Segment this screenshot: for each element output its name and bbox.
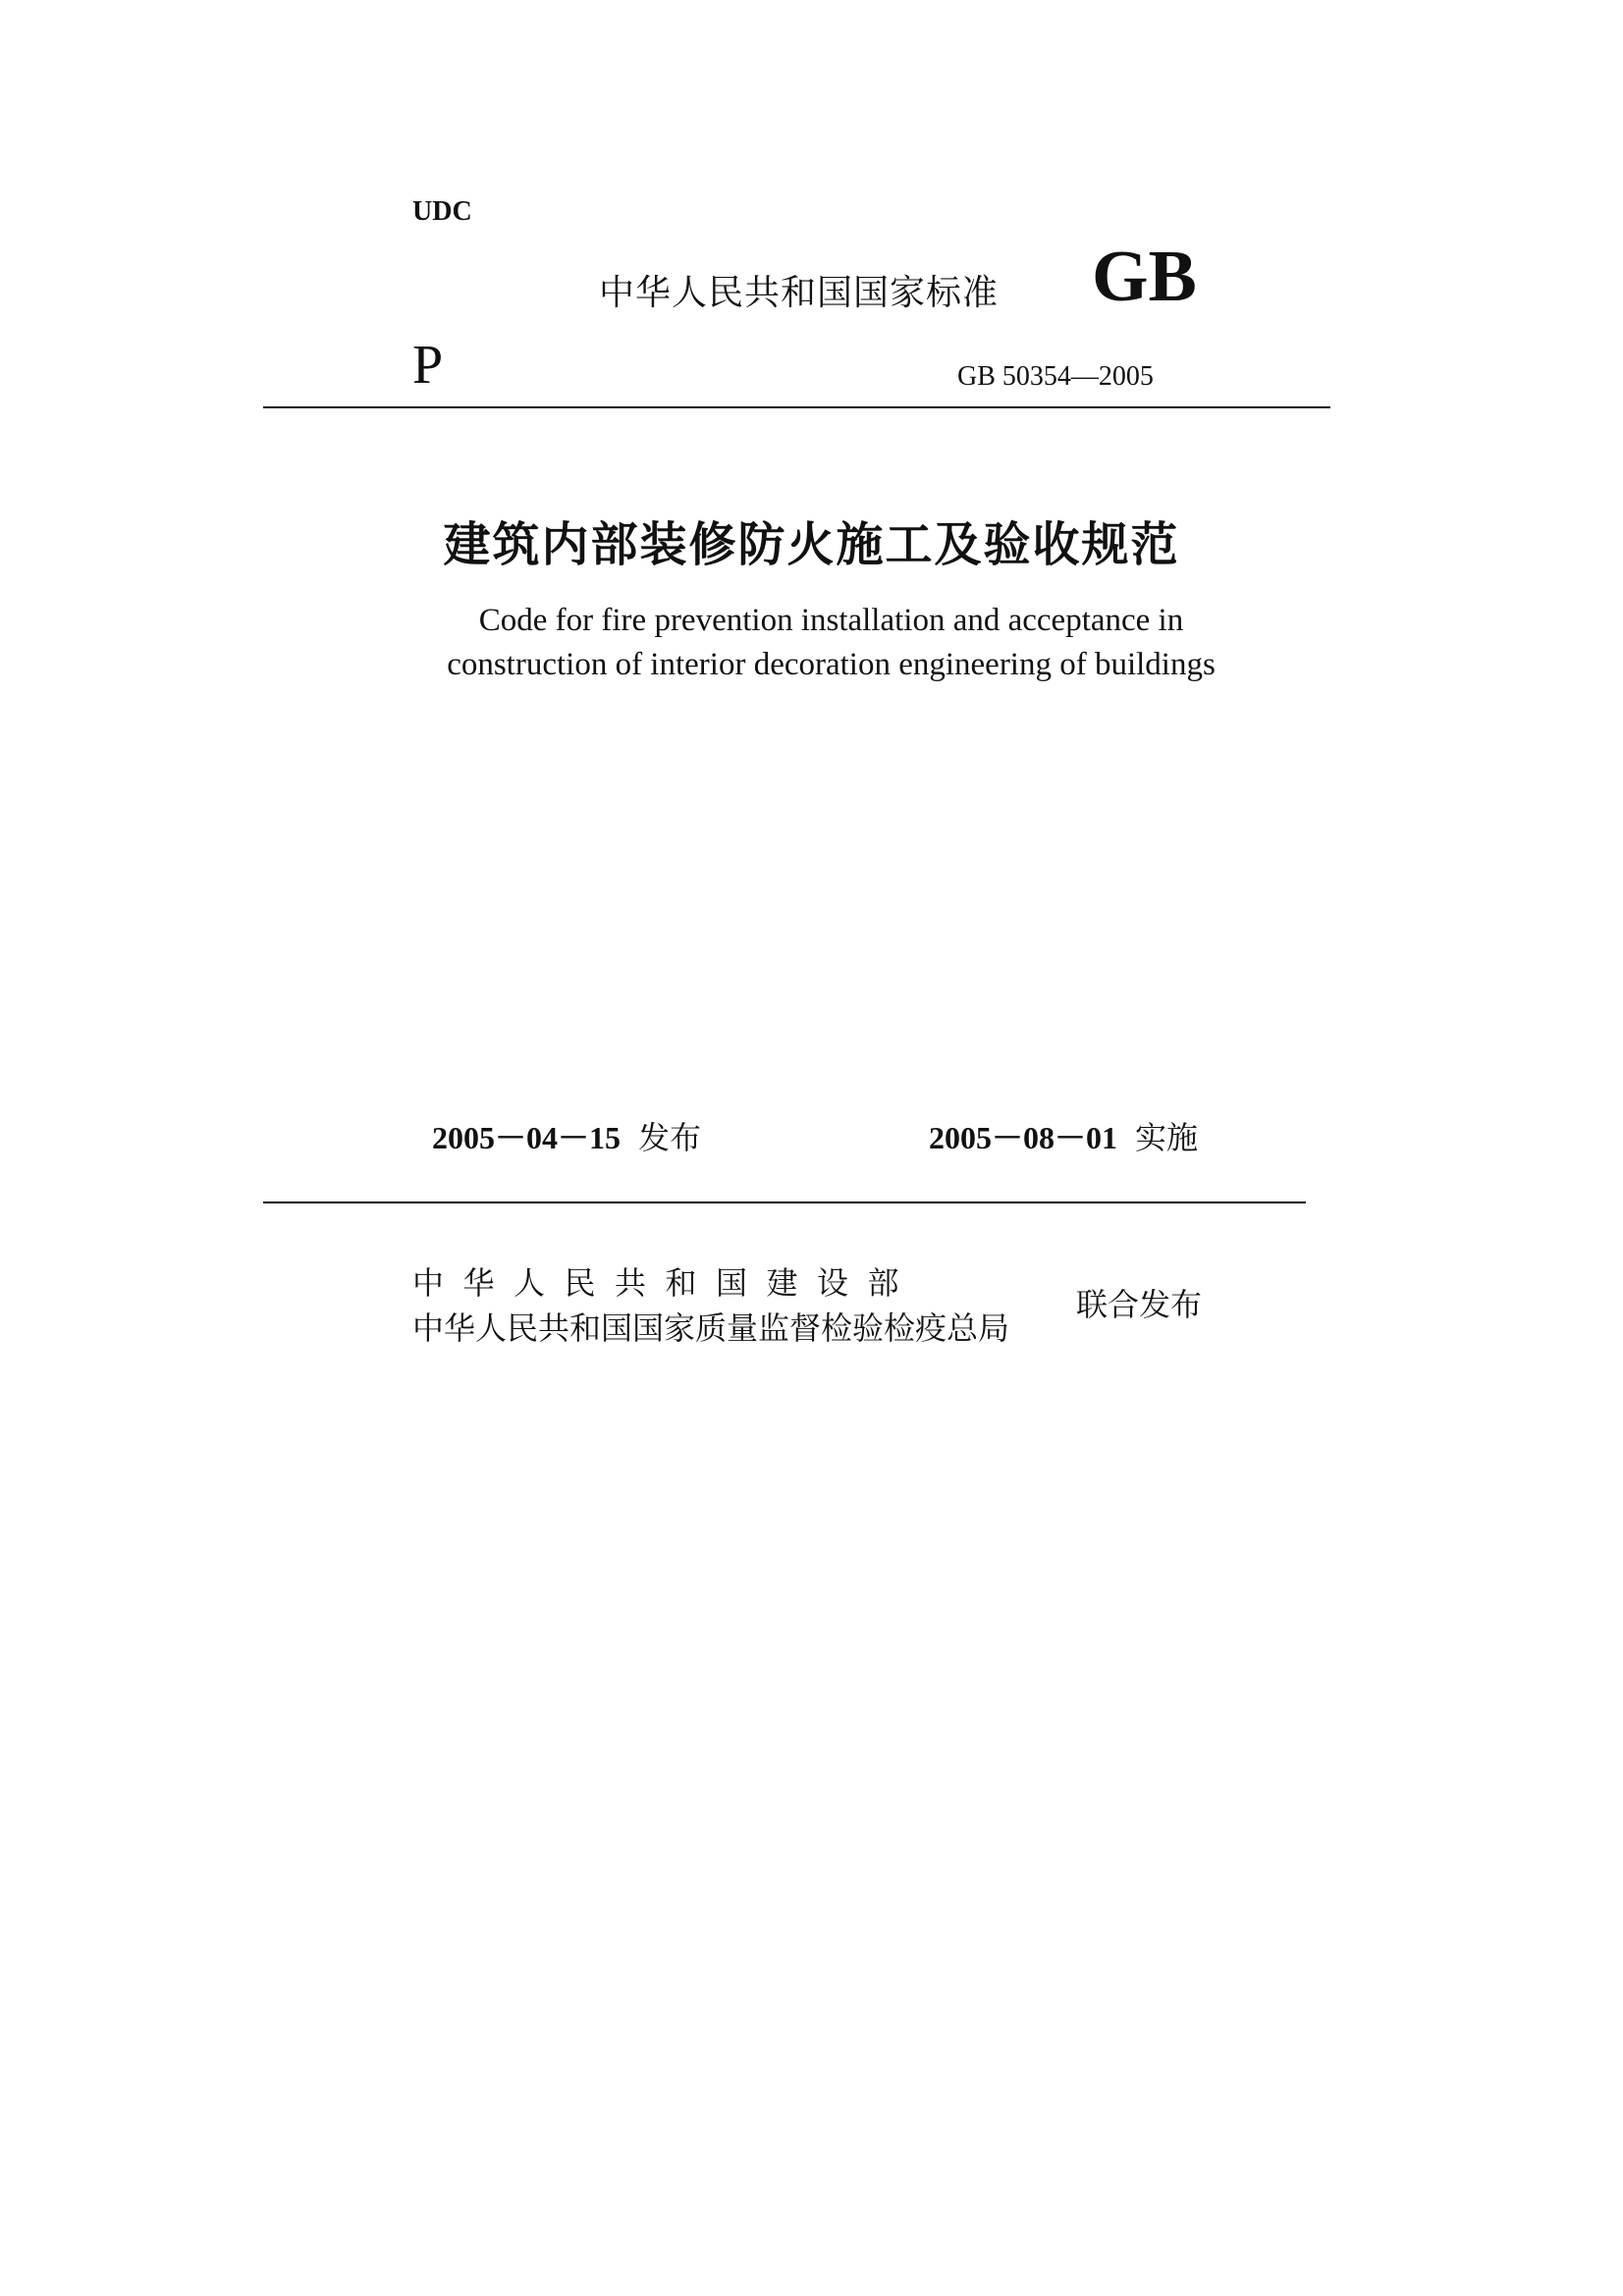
title-english-line-2: construction of interior decoration engineering of buildings bbox=[447, 647, 1216, 682]
classification-code: P bbox=[412, 335, 444, 396]
publisher-aqsiq: 中华人民共和国国家质量监督检验检疫总局 bbox=[412, 1309, 1010, 1347]
standard-number: GB 50354—2005 bbox=[957, 361, 1154, 392]
title-english-line-1: Code for fire prevention installation and acceptance in bbox=[478, 603, 1184, 638]
national-standard-label: 中华人民共和国国家标准 bbox=[599, 273, 1000, 313]
publisher-ministry: 中华人民共和国建设部 bbox=[412, 1264, 919, 1302]
udc-label: UDC bbox=[412, 196, 472, 227]
bottom-divider bbox=[263, 1201, 1306, 1203]
issue-date-block bbox=[432, 1113, 701, 1158]
joint-publish-label: 联合发布 bbox=[1076, 1286, 1203, 1323]
effective-date: 2005－08－01 bbox=[929, 1120, 1118, 1155]
issue-date: 2005－04－15 bbox=[432, 1120, 622, 1155]
document-title-english bbox=[0, 599, 1623, 687]
document-title-chinese: 建筑内部装修防火施工及验收规范 bbox=[443, 517, 1180, 572]
issue-label: 发布 bbox=[638, 1119, 702, 1156]
gb-mark: GB bbox=[1092, 237, 1197, 317]
effective-label: 实施 bbox=[1135, 1119, 1199, 1156]
effective-date-block bbox=[929, 1113, 1198, 1158]
top-divider bbox=[263, 406, 1330, 408]
